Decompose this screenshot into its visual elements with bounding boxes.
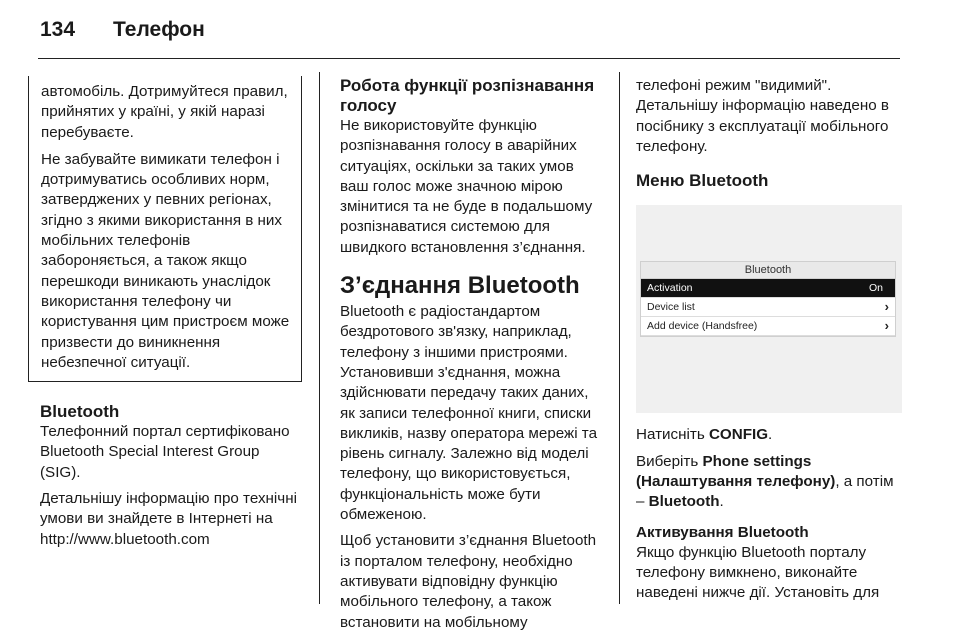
menu-item-label: Device list [647, 301, 695, 314]
chevron-right-icon: › [884, 299, 889, 315]
paragraph: Bluetooth є радіостандартом бездротового зв'язку, наприклад, телефону з іншими пристроями. Установивши з'єднання, можна здійснювати передачу таких даних, як записи телефонної книги, списки викликів, назву оператора мережі та рівень сигналу. Залежно від моделі телефону, що використовується, функціональність може бути обмеженою. [340, 303, 598, 524]
paragraph: Натисніть CONFIG. [636, 426, 773, 444]
warning-text: Не забувайте вимикати телефон і дотримуватись особливих норм, затверджених у певних регіонах, згідно з якими використання в них мобільних телефонів забороняється, а також якщо перешкоди виникають унаслідок використання телефону чи користування цим пристроєм може призвести до виникнення небезпечної ситуації. [41, 150, 290, 371]
section-heading-bluetooth: Bluetooth [40, 402, 120, 422]
menu-item-device-list[interactable] [641, 298, 895, 317]
paragraph: Щоб установити з’єднання Bluetooth із порталом телефону, необхідно активувати відповідну функцію мобільного телефону, а також встановити на мобільному [340, 532, 597, 631]
menu-item-value: On [868, 282, 883, 295]
paragraph: телефоні режим "видимий". Детальнішу інформацію наведено в посібнику з експлуатації мобільного телефону. [636, 77, 889, 155]
section-heading-bluetooth-menu: Меню Bluetooth [636, 171, 769, 191]
column-2 [340, 76, 604, 639]
screen-title: Bluetooth [641, 262, 895, 279]
column-3 [636, 76, 902, 610]
config-key: CONFIG [708, 426, 769, 444]
page-header [40, 18, 205, 42]
column-1 [40, 76, 298, 556]
page-title: Телефон [113, 18, 205, 41]
header-rule [38, 58, 900, 59]
menu-item-activation[interactable] [641, 279, 895, 298]
warning-text: автомобіль. Дотримуйтеся правил, прийнятих у країні, у якій наразі перебуваєте. [41, 83, 288, 141]
chevron-right-icon: › [884, 318, 889, 334]
section-heading-activation: Активування Bluetooth [636, 523, 809, 541]
menu-item-add-device[interactable] [641, 317, 895, 336]
bluetooth-url[interactable]: http://www.bluetooth.com [40, 530, 210, 548]
warning-box [28, 76, 302, 382]
section-heading-voice: Робота функції розпізнавання голосу [340, 76, 595, 115]
section-heading-bluetooth-connection: З’єднання Bluetooth [340, 272, 580, 300]
bluetooth-menu-screenshot [636, 205, 902, 413]
screen-window [640, 261, 896, 337]
column-divider [319, 72, 320, 604]
paragraph: Не використовуйте функцію розпізнавання голосу в аварійних ситуаціях, оскільки за таких умов ваш голос може значною мірою змінитися та не буде в подальшому розпізнаватися системою для швидкого встановлення з’єднання. [340, 117, 593, 256]
paragraph: Детальнішу інформацію про технічні умови ви знайдете в Інтернеті на http://www.bluetooth.com [40, 490, 297, 548]
menu-item-label: Activation [647, 282, 693, 295]
column-divider [619, 72, 620, 604]
paragraph: Якщо функцію Bluetooth порталу телефону вимкнено, виконайте наведені нижче дії. Установіть для [636, 543, 880, 602]
paragraph: Виберіть Phone settings (Налаштування телефону), а потім – Bluetooth. [636, 452, 894, 511]
page-number: 134 [40, 18, 76, 41]
menu-item-label: Add device (Handsfree) [647, 320, 758, 333]
paragraph: Телефонний портал сертифіковано Bluetooth Special Interest Group (SIG). [40, 423, 290, 481]
